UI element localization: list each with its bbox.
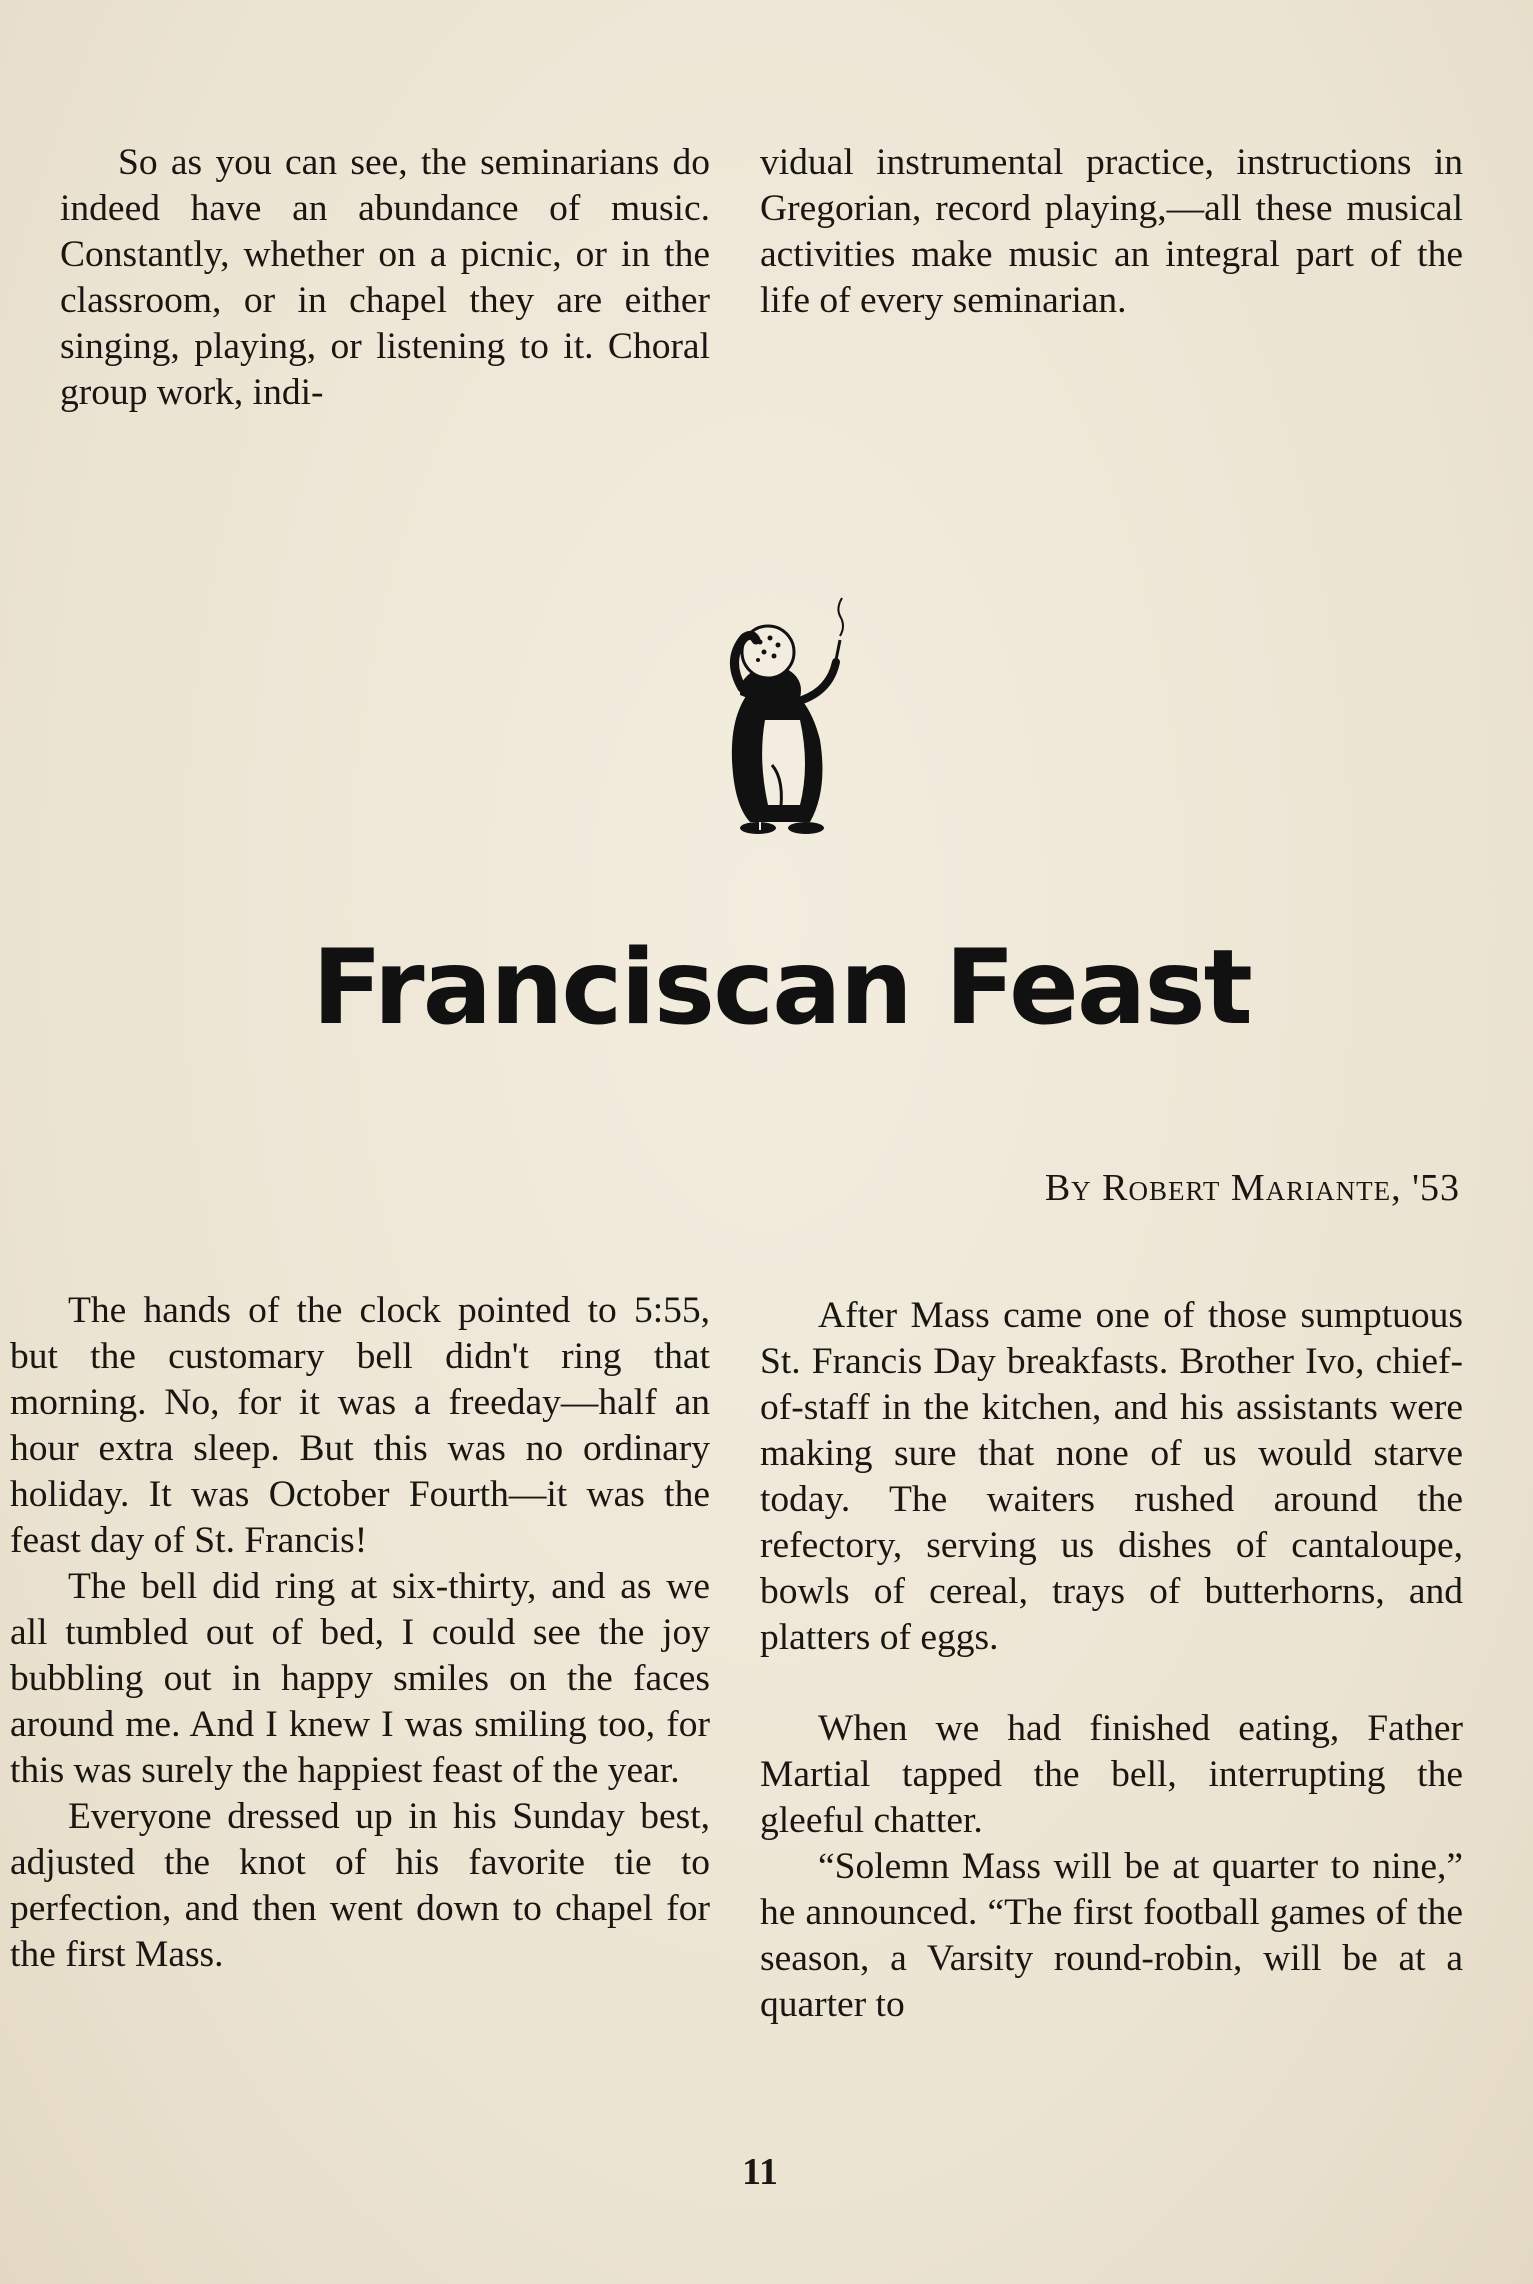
bottom-left-column bbox=[10, 1288, 710, 1978]
article-title: Franciscan Feast bbox=[312, 928, 1251, 1048]
body-paragraph: The hands of the clock pointed to 5:55, but the customary bell didn't ring that morning. No, for it was a freeday—half an hour extra sleep. But this was no ordinary holiday. It was October Fourth—it was the feast day of St. Francis! bbox=[10, 1290, 710, 1561]
body-paragraph: The bell did ring at six-thirty, and as we all tumbled out of bed, I could see the joy bubbling out in happy smiles on the faces around me. And I knew I was smiling too, for this was surely the happiest feast of the year. bbox=[10, 1566, 710, 1791]
top-left-paragraph: So as you can see, the seminarians do indeed have an abundance of music. Constantly, whether on a picnic, or in the classroom, or in chapel they are either singing, playing, or listening to it. Choral group work, indi- bbox=[60, 142, 710, 413]
friar-illustration bbox=[660, 590, 880, 850]
top-right-paragraph: vidual instrumental practice, instructions in Gregorian, record playing,—all these musical activities make music an integral part of the life of every seminarian. bbox=[760, 142, 1463, 321]
top-right-column bbox=[760, 140, 1463, 324]
bottom-right-column bbox=[760, 1293, 1463, 2028]
body-paragraph: Everyone dressed up in his Sunday best, adjusted the knot of his favorite tie to perfection, and then went down to chapel for the first Mass. bbox=[10, 1796, 710, 1975]
page-number: 11 bbox=[742, 2151, 778, 2193]
byline bbox=[880, 1166, 1460, 1210]
body-paragraph: After Mass came one of those sumptuous St. Francis Day breakfasts. Brother Ivo, chief-of-staff in the kitchen, and his assistants were making sure that none of us would starve today. The waiters rushed around the refectory, serving us dishes of cantaloupe, bowls of cereal, trays of butterhorns, and platters of eggs. bbox=[760, 1295, 1463, 1658]
body-paragraph: When we had finished eating, Father Martial tapped the bell, interrupting the gleeful chatter. bbox=[760, 1708, 1463, 1841]
byline-text: By Robert Mariante, '53 bbox=[1044, 1167, 1460, 1209]
body-paragraph: “Solemn Mass will be at quarter to nine,” he announced. “The first football games of the season, a Varsity round-robin, will be at a quarter to bbox=[760, 1846, 1463, 2025]
top-left-column bbox=[60, 140, 710, 416]
